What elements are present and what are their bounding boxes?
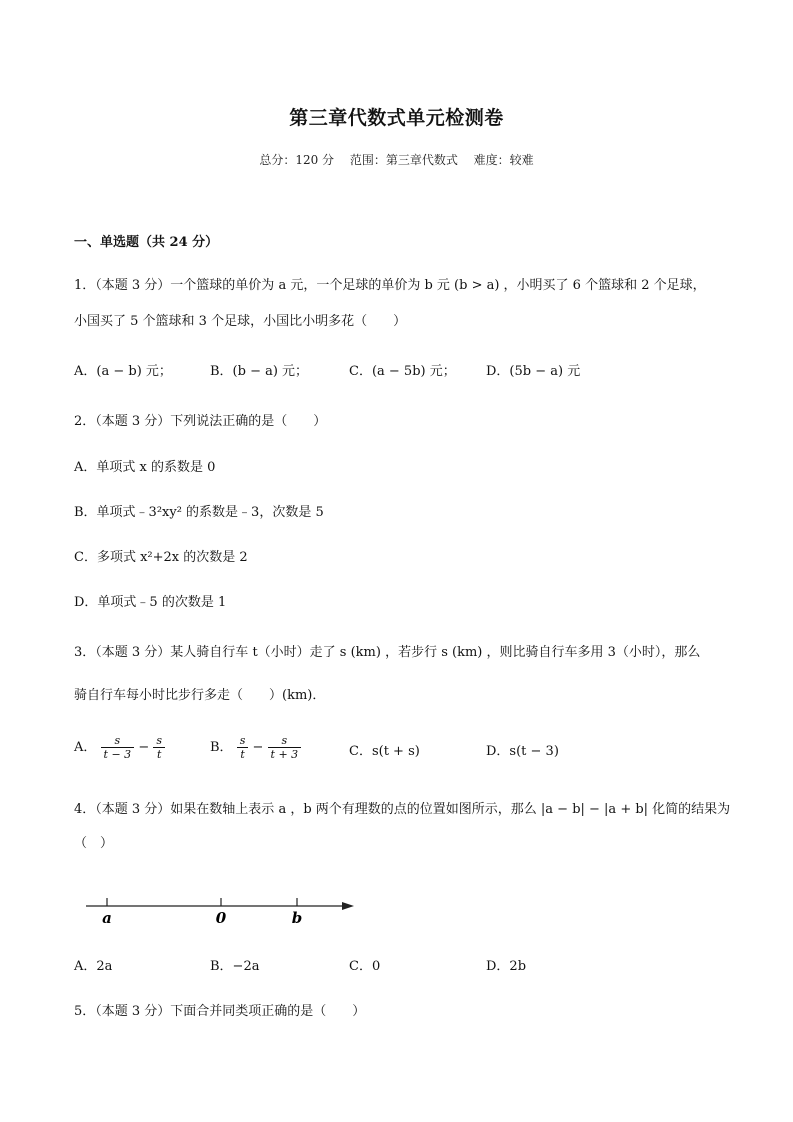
q3-b-fraction-2 xyxy=(268,734,302,761)
q5-line1: 5．（本题 3 分）下面合并同类项正确的是（ ） xyxy=(74,1004,366,1019)
q1-option-d: D．(5b − a) 元 xyxy=(486,364,581,379)
q3-option-c: C．s(t + s) xyxy=(349,744,420,759)
section-title: 一、单选题（共 24 分） xyxy=(74,235,219,250)
number-line-arrow-icon xyxy=(342,902,354,910)
label-0: 0 xyxy=(215,909,227,927)
q3-option-d: D．s(t − 3) xyxy=(486,744,559,759)
q3-option-b xyxy=(210,734,301,761)
label-a: a xyxy=(102,909,112,927)
q3-a-f1-denominator: t − 3 xyxy=(103,748,132,761)
q4-option-b: B．−2a xyxy=(210,959,260,974)
q2-option-a: A．单项式 x 的系数是 0 xyxy=(74,460,216,475)
q3-a-f1-numerator: s xyxy=(101,734,135,748)
q3-a-minus: − xyxy=(138,740,150,755)
q4-option-a: A．2a xyxy=(74,959,113,974)
q3-b-f2-denominator: t + 3 xyxy=(270,748,299,761)
q1-option-c: C．(a − 5b) 元； xyxy=(349,364,456,379)
q2-option-c: C．多项式 x²+2x 的次数是 2 xyxy=(74,550,248,565)
q3-b-f2-numerator: s xyxy=(268,734,302,748)
q2-option-d: D．单项式﹣5 的次数是 1 xyxy=(74,595,227,610)
q3-option-a-label: A． xyxy=(74,740,97,755)
q1-option-b: B．(b − a) 元； xyxy=(210,364,309,379)
q3-b-fraction-1 xyxy=(237,734,249,761)
q4-line2: （ ） xyxy=(74,836,114,851)
q4-option-c: C．0 xyxy=(349,959,381,974)
q3-option-a xyxy=(74,734,165,761)
q3-a-f2-numerator: s xyxy=(153,734,165,748)
q1-option-a: A．(a − b) 元； xyxy=(74,364,172,379)
q3-b-f1-numerator: s xyxy=(237,734,249,748)
label-b: b xyxy=(291,909,303,927)
q3-b-minus: − xyxy=(252,740,264,755)
q3-a-fraction-2 xyxy=(153,734,165,761)
page-title: 第三章代数式单元检测卷 xyxy=(289,107,504,129)
q3-b-f1-denominator: t xyxy=(240,748,245,761)
q3-a-fraction-1 xyxy=(101,734,135,761)
q3-option-b-label: B． xyxy=(210,740,233,755)
exam-meta: 总分：120 分 范围：第三章代数式 难度：较难 xyxy=(259,153,534,167)
q1-line1: 1．（本题 3 分）一个篮球的单价为 a 元，一个足球的单价为 b 元 (b > a) ，小明买了 6 个篮球和 2 个足球， xyxy=(74,278,706,293)
q1-line2: 小国买了 5 个篮球和 3 个足球，小国比小明多花（ ） xyxy=(74,314,407,329)
q4-line1: 4．（本题 3 分）如果在数轴上表示 a ，b 两个有理数的点的位置如图所示，那么 |a − b| − |a + b| 化简的结果为 xyxy=(74,802,731,817)
q3-line2: 骑自行车每小时比步行多走（ ）(km)． xyxy=(74,688,326,703)
q2-line1: 2．（本题 3 分）下列说法正确的是（ ） xyxy=(74,414,327,429)
q3-line1: 3．（本题 3 分）某人骑自行车 t（小时）走了 s (km) ，若步行 s (km) ，则比骑自行车多用 3（小时），那么 xyxy=(74,645,701,660)
q3-a-f2-denominator: t xyxy=(156,748,162,761)
q2-option-b: B．单项式﹣3²xy² 的系数是﹣3，次数是 5 xyxy=(74,505,324,520)
number-line-figure xyxy=(84,888,364,928)
q4-option-d: D．2b xyxy=(486,959,527,974)
